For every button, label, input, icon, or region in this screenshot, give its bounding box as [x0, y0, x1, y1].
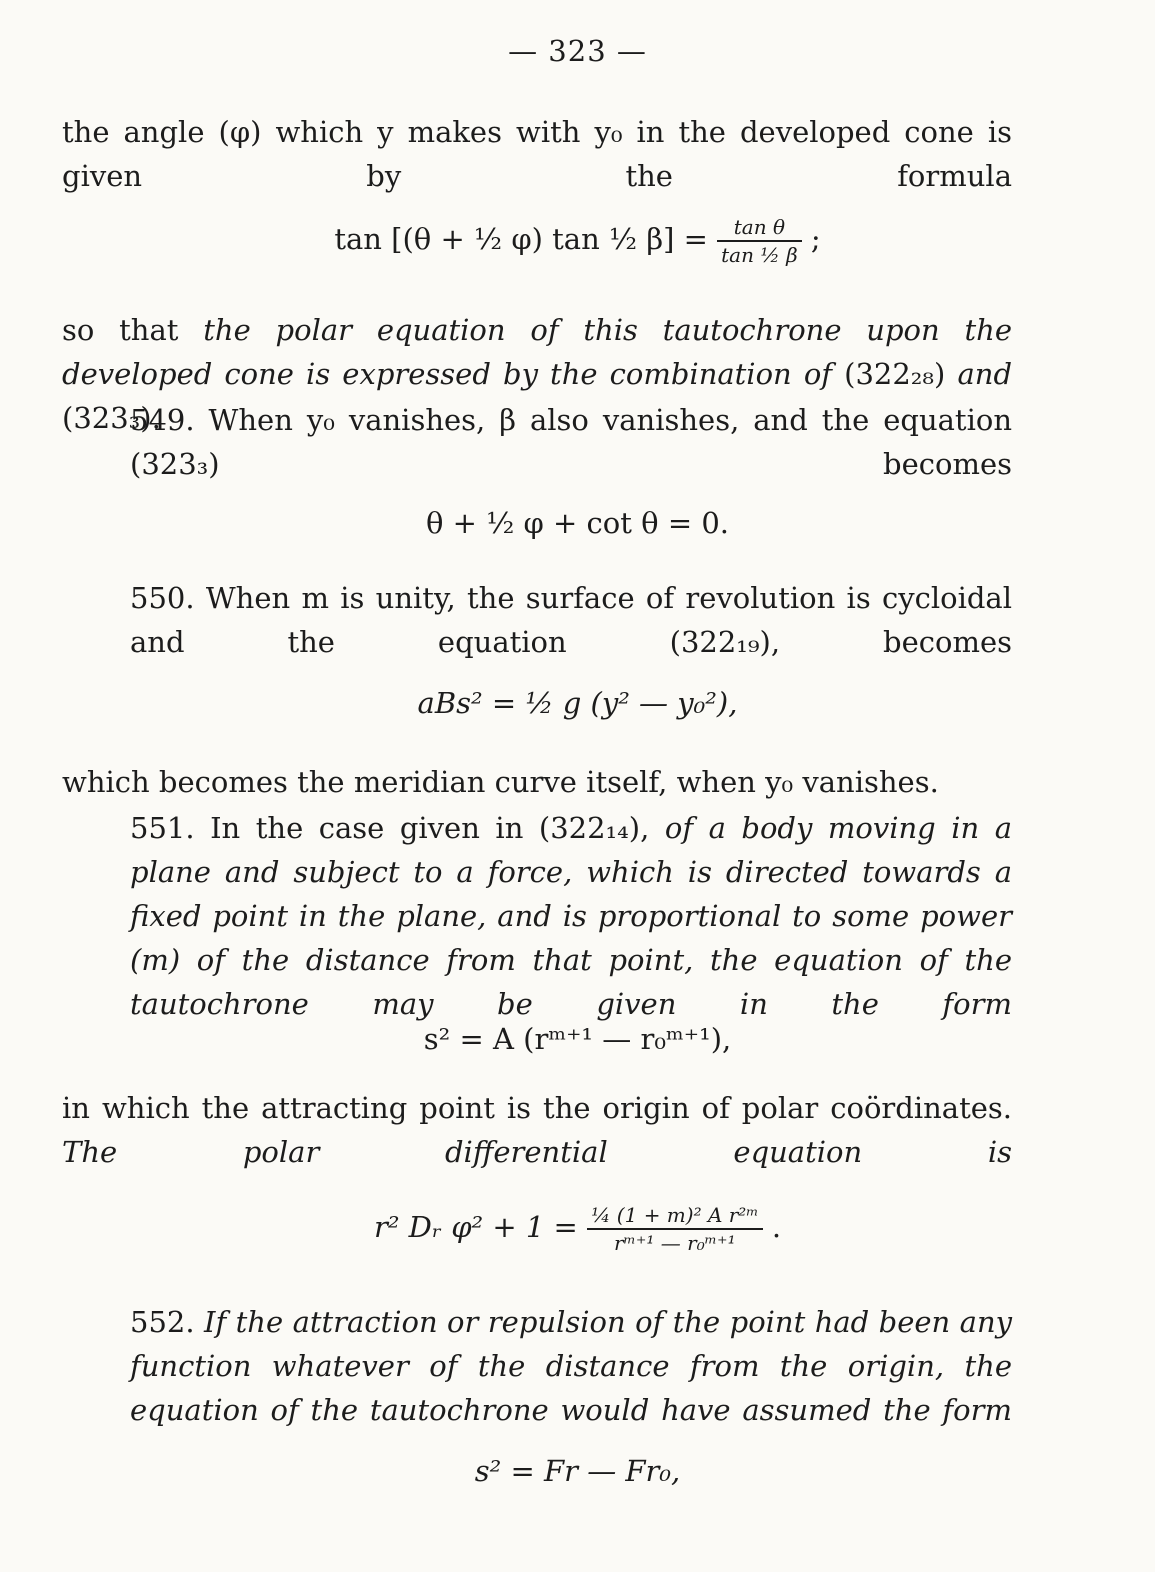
paragraph-551-lead: 551. In the case given in (322₁₄), — [130, 811, 650, 845]
paragraph-polar-italic: the polar equation of this tautochrone upon the developed cone is expressed by the combination of — [62, 313, 1012, 391]
reference-323-3: (323₃). — [62, 401, 161, 435]
equation-551: s² = A (rᵐ⁺¹ — r₀ᵐ⁺¹), — [423, 1022, 732, 1056]
equation-tan-left: tan [(θ + ½ φ) tan ½ β] = — [334, 222, 708, 256]
paragraph-angle-formula: the angle (φ) which y makes with y₀ in the developed cone is given by the formula — [62, 115, 1012, 193]
equation-polar-differential — [0, 1202, 1155, 1256]
equation-tan-formula — [0, 214, 1155, 268]
equation-polar-denominator: rᵐ⁺¹ — r₀ᵐ⁺¹ — [614, 1231, 736, 1255]
paragraph-551-italic: of a body moving in a plane and subject to a force, which is directed towards a fixed point in the plane, and is proportional to some power (m) of the distance from that point, the equation of the tautochrone may be given in the form — [130, 811, 1013, 1021]
equation-polar-left: r² Dᵣ φ² + 1 = — [373, 1210, 578, 1244]
paragraph-polar-and: and — [957, 357, 1013, 391]
equation-polar-fraction — [587, 1202, 763, 1256]
paragraph-polar-lead: so that — [62, 313, 179, 347]
paragraph-552 — [62, 1300, 1012, 1476]
paragraph-polar-coordinates — [62, 1086, 1012, 1218]
equation-549: θ + ½ φ + cot θ = 0. — [426, 506, 729, 540]
equation-tan-fraction — [717, 214, 802, 268]
paragraph-549: 549. When y₀ vanishes, β also vanishes, and the equation (323₃) becomes — [130, 403, 1012, 481]
paragraph-coordinates-italic: The polar differential equation is — [62, 1135, 1012, 1169]
paragraph-meridian: which becomes the meridian curve itself, when y₀ vanishes. — [62, 765, 939, 799]
page-number: — 323 — — [508, 34, 647, 68]
equation-tan-denominator: tan ½ β — [721, 243, 798, 267]
paragraph-coordinates-lead: in which the attracting point is the origin of polar coördinates. — [62, 1091, 1012, 1125]
paragraph-552-italic: If the attraction or repulsion of the point had been any function whatever of the distance from the origin, the equation of the tautochrone would have assumed the form — [130, 1305, 1013, 1427]
reference-322-28: (322₂₈) — [844, 357, 946, 391]
equation-550: aBs² = ½ g (y² — y₀²), — [417, 686, 738, 720]
equation-polar-tail: . — [771, 1210, 782, 1244]
equation-tan-numerator: tan θ — [717, 214, 802, 242]
equation-tan-tail: ; — [810, 222, 821, 256]
equation-552: s² = Fr — Fr₀, — [474, 1454, 681, 1488]
paragraph-552-lead: 552. — [130, 1305, 195, 1339]
paragraph-550: 550. When m is unity, the surface of revolution is cycloidal and the equation (322₁₉), becomes — [130, 581, 1012, 659]
equation-polar-numerator: ¼ (1 + m)² A r²ᵐ — [587, 1202, 763, 1230]
